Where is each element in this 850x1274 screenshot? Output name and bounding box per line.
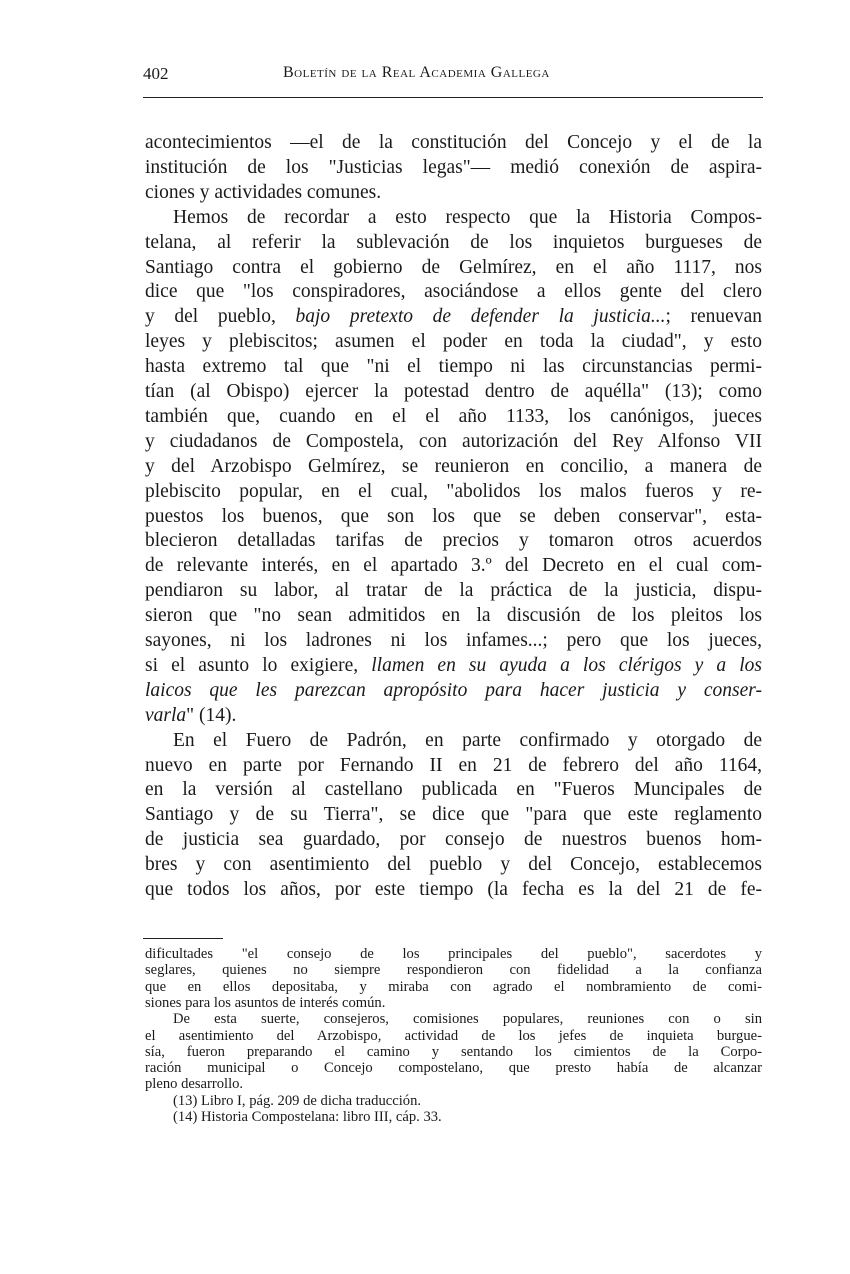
text-segment: leyes y plebiscitos; asumen el poder en toda la ciudad", y esto — [145, 331, 762, 353]
text-segment: de relevante interés, en el apartado 3.º del Decreto en el cual com- — [145, 555, 762, 577]
footnote-line — [145, 979, 762, 995]
body-line — [145, 555, 762, 577]
body-line — [145, 132, 762, 154]
text-segment: también que, cuando en el el año 1133, los canónigos, jueces — [145, 405, 762, 427]
text-segment: pleno desarrollo. — [145, 1076, 244, 1093]
text-segment: plebiscito popular, en el cual, "abolidos los malos fueros y re- — [145, 480, 762, 502]
text-segment: (14) Historia Compostelana: libro III, cáp. 33. — [173, 1109, 442, 1125]
body-line — [145, 680, 762, 702]
text-segment: En el Fuero de Padrón, en parte confirmado y otorgado de — [173, 729, 762, 751]
text-segment: sayones, ni los ladrones ni los infames...; pero que los jueces, — [145, 630, 762, 651]
footnote-line — [145, 1060, 762, 1076]
body-line — [145, 804, 762, 826]
body-line — [145, 779, 762, 801]
body-line — [145, 281, 762, 303]
body-line — [145, 481, 762, 503]
text-segment: telana, al referir la sublevación de los inquietos burgueses de — [145, 231, 762, 253]
text-segment: (13) Libro I, pág. 209 de dicha traducción. — [173, 1092, 422, 1109]
text-segment: en la versión al castellano publicada en "Fueros Muncipales de — [145, 779, 762, 801]
text-segment: que en ellos depositaba, y miraba con agrado el nombramiento de comi- — [145, 978, 762, 995]
text-segment: y ciudadanos de Compostela, con autorización del Rey Alfonso VII — [145, 430, 762, 452]
body-line — [145, 331, 762, 353]
text-segment: sía, fueron preparando el camino y sentando los cimientos de la Corpo- — [145, 1043, 762, 1060]
body-line — [145, 730, 762, 752]
text-segment: ciones y actividades comunes. — [145, 181, 382, 203]
body-line — [145, 182, 762, 204]
body-line — [145, 157, 762, 179]
text-segment: el asentimiento del Arzobispo, actividad de los jefes de inquieta burgue- — [145, 1027, 762, 1044]
text-segment: y del Arzobispo Gelmírez, se reunieron en concilio, a manera de — [145, 455, 762, 477]
text-segment: y del pueblo, — [145, 306, 296, 328]
text-segment: " (14). — [186, 704, 237, 726]
body-line — [145, 630, 762, 652]
body-line — [145, 456, 762, 478]
footnote-line — [145, 1011, 762, 1027]
body-line — [145, 232, 762, 254]
text-segment: De esta suerte, consejeros, comisiones populares, reuniones con o sin — [173, 1011, 762, 1028]
footnote-line — [145, 995, 762, 1011]
text-segment: blecieron detalladas tarifas de precios y tomaron otros acuerdos — [145, 530, 762, 552]
body-line — [145, 381, 762, 403]
text-segment: acontecimientos —el de la constitución del Concejo y el de la — [145, 132, 762, 153]
text-segment: pendiaron su labor, al tratar de la práctica de la justicia, dispu- — [145, 580, 762, 602]
text-segment: nuevo en parte por Fernando II en 21 de febrero del año 1164, — [145, 754, 762, 776]
text-segment: seglares, quienes no siempre respondieron con fidelidad a la confianza — [145, 962, 762, 979]
body-line — [145, 879, 762, 901]
body-line — [145, 530, 762, 552]
body-line — [145, 829, 762, 851]
italic-text: varla — [145, 704, 187, 726]
body-line — [145, 431, 762, 453]
text-segment: puestos los buenos, que son los que se deben conservar", esta- — [145, 505, 762, 527]
body-line — [145, 506, 762, 528]
body-line — [145, 356, 762, 378]
running-header-title: Boletín de la Real Academia Gallega — [283, 64, 550, 81]
italic-text: laicos que les parezcan apropósito para hacer justicia y conser- — [145, 679, 762, 701]
text-segment: Hemos de recordar a esto respecto que la Historia Compos- — [173, 206, 762, 228]
body-line — [145, 306, 762, 328]
footnote-line — [145, 1028, 762, 1044]
footnote-line — [145, 962, 762, 978]
body-line — [145, 854, 762, 876]
text-segment: sieron que "no sean admitidos en la discusión de los pleitos los — [145, 605, 762, 627]
body-line — [145, 755, 762, 777]
italic-text: bajo pretexto de defender la justicia... — [295, 306, 666, 328]
text-segment: de justicia sea guardado, por consejo de nuestros buenos hom- — [145, 829, 762, 851]
text-segment: dificultades "el consejo de los principales del pueblo", sacerdotes y — [145, 946, 762, 962]
footnote-line — [145, 1109, 762, 1125]
body-line — [145, 580, 762, 602]
text-segment: institución de los "Justicias legas"— medió conexión de aspira- — [145, 156, 762, 178]
footnote-rule — [143, 938, 223, 939]
body-line — [145, 605, 762, 627]
text-segment: Santiago contra el gobierno de Gelmírez, en el año 1117, nos — [145, 256, 762, 278]
text-segment: ración municipal o Concejo compostelano, que presto había de alcanzar — [145, 1060, 762, 1077]
text-segment: ; renuevan — [665, 306, 762, 328]
text-segment: tían (al Obispo) ejercer la potestad dentro de aquélla" (13); como — [145, 381, 762, 402]
text-segment: dice que "los conspiradores, asociándose a ellos gente del clero — [145, 281, 762, 303]
text-segment: siones para los asuntos de interés común. — [145, 994, 386, 1011]
text-segment: si el asunto lo exigiere, — [145, 654, 372, 676]
header-rule — [143, 97, 763, 98]
footnote-line — [145, 946, 762, 962]
body-line — [145, 406, 762, 428]
body-line — [145, 207, 762, 229]
footnote-line — [145, 1076, 762, 1092]
text-segment: bres y con asentimiento del pueblo y del Concejo, establecemos — [145, 854, 762, 876]
footnote-line — [145, 1093, 762, 1109]
body-line — [145, 705, 762, 727]
italic-text: llamen en su ayuda a los clérigos y a los — [371, 654, 763, 676]
page-number: 402 — [143, 64, 169, 83]
body-line — [145, 655, 762, 677]
text-segment: hasta extremo tal que "ni el tiempo ni las circunstancias permi- — [145, 356, 762, 378]
text-segment: Santiago y de su Tierra", se dice que "para que este reglamento — [145, 804, 762, 826]
body-line — [145, 257, 762, 279]
footnote-line — [145, 1044, 762, 1060]
text-segment: que todos los años, por este tiempo (la fecha es la del 21 de fe- — [145, 879, 762, 900]
